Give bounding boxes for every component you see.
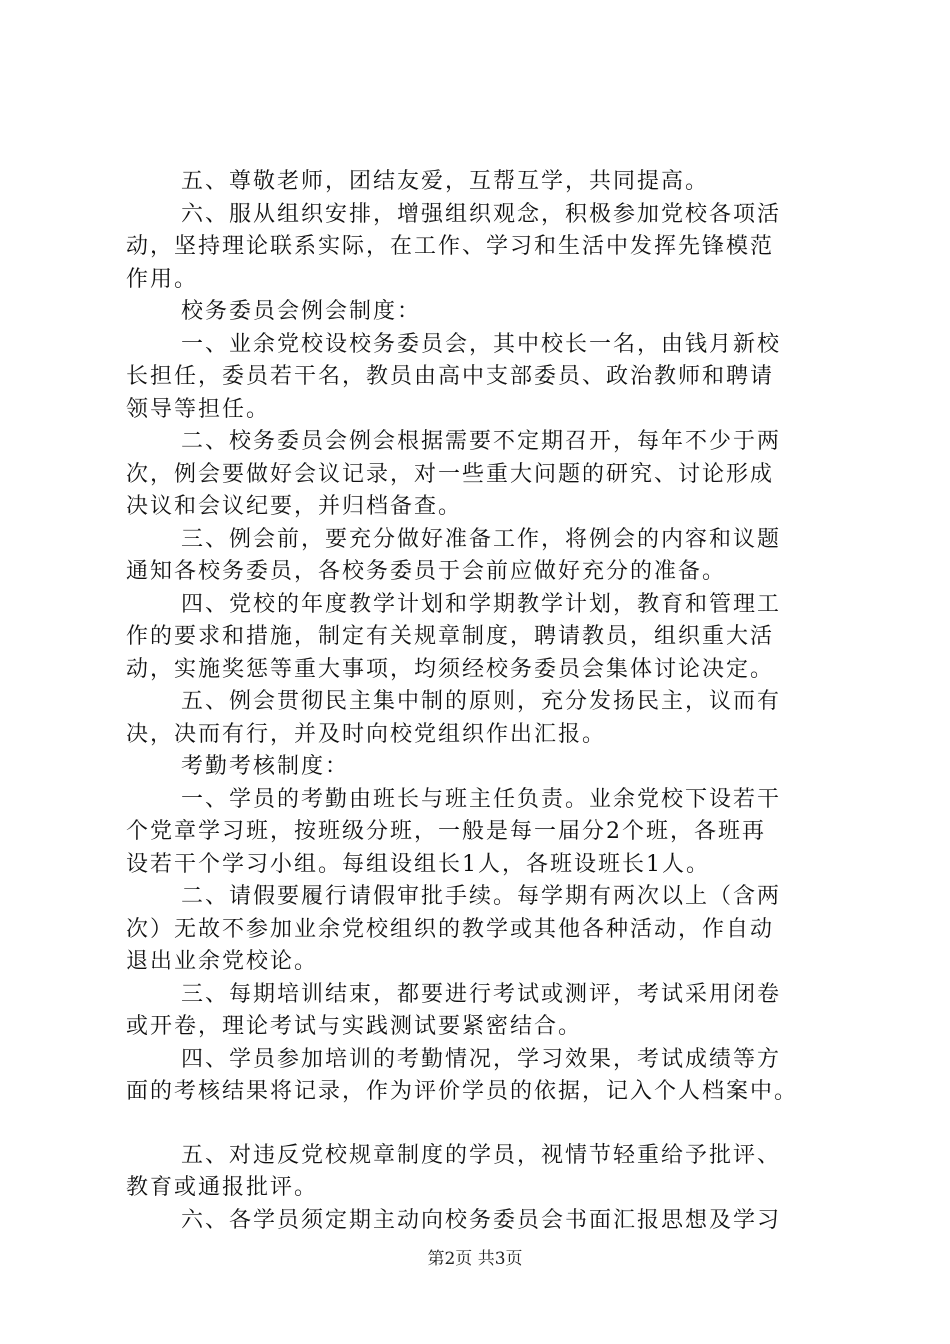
text-line: 教育或通报批评。 <box>126 1175 319 1200</box>
text-line: 通知各校务委员，各校务委员于会前应做好充分的准备。 <box>126 559 727 584</box>
text-line: 领导等担任。 <box>126 396 271 422</box>
text-line: 三、每期培训结束，都要进行考试或测评，考试采用闭卷 <box>181 981 782 1007</box>
text-line: 面的考核结果将记录，作为评价学员的依据，记入个人档案中。 <box>126 1079 799 1104</box>
text-line: 决议和会议纪要，并归档备查。 <box>126 494 463 519</box>
text-line: 四、学员参加培训的考勤情况，学习效果，考试成绩等方 <box>181 1046 782 1072</box>
text-line: 设若干个学习小组。每组设组长1人，各班设班长1人。 <box>126 851 710 877</box>
text-line: 五、尊敬老师，团结友爱，互帮互学，共同提高。 <box>181 169 710 194</box>
text-line: 决，决而有行，并及时向校党组织作出汇报。 <box>126 721 607 747</box>
text-line: 次，例会要做好会议记录，对一些重大问题的研究、讨论形成 <box>126 461 775 487</box>
page-number: 第2页 共3页 <box>427 1249 523 1269</box>
blank-line <box>126 1109 856 1140</box>
text-line: 五、对违反党校规章制度的学员，视情节轻重给予批评、 <box>181 1142 782 1168</box>
text-line: 次）无故不参加业余党校组织的教学或其他各种活动，作自动 <box>126 916 775 942</box>
text-line: 六、各学员须定期主动向校务委员会书面汇报思想及学习 <box>181 1207 782 1233</box>
document-body <box>126 166 856 1237</box>
text-line: 作的要求和措施，制定有关规章制度，聘请教员，组织重大活 <box>126 624 775 649</box>
text-line: 或开卷，理论考试与实践测试要紧密结合。 <box>126 1014 583 1039</box>
text-line: 二、校务委员会例会根据需要不定期召开，每年不少于两 <box>181 429 782 454</box>
text-line: 作用。 <box>126 266 199 292</box>
text-line: 校务委员会例会制度： <box>181 299 422 324</box>
text-line: 动，实施奖惩等重大事项，均须经校务委员会集体讨论决定。 <box>126 656 775 682</box>
text-line: 二、请假要履行请假审批手续。每学期有两次以上（含两 <box>181 884 782 909</box>
text-line: 三、例会前，要充分做好准备工作，将例会的内容和议题 <box>181 526 782 552</box>
text-line: 退出业余党校论。 <box>126 949 319 974</box>
text-line: 长担任，委员若干名，教员由高中支部委员、政治教师和聘请 <box>126 364 775 389</box>
text-line: 考勤考核制度： <box>181 754 350 779</box>
text-line: 动，坚持理论联系实际，在工作、学习和生活中发挥先锋模范 <box>126 234 775 259</box>
text-line: 一、学员的考勤由班长与班主任负责。业余党校下设若干 <box>181 786 782 812</box>
text-line: 一、业余党校设校务委员会，其中校长一名，由钱月新校 <box>181 331 782 357</box>
text-line: 六、服从组织安排，增强组织观念，积极参加党校各项活 <box>181 201 782 227</box>
text-line: 四、党校的年度教学计划和学期教学计划，教育和管理工 <box>181 591 782 617</box>
text-line: 个党章学习班，按班级分班，一般是每一届分2个班，各班再 <box>126 819 766 844</box>
text-line: 五、例会贯彻民主集中制的原则，充分发扬民主，议而有 <box>181 689 782 714</box>
